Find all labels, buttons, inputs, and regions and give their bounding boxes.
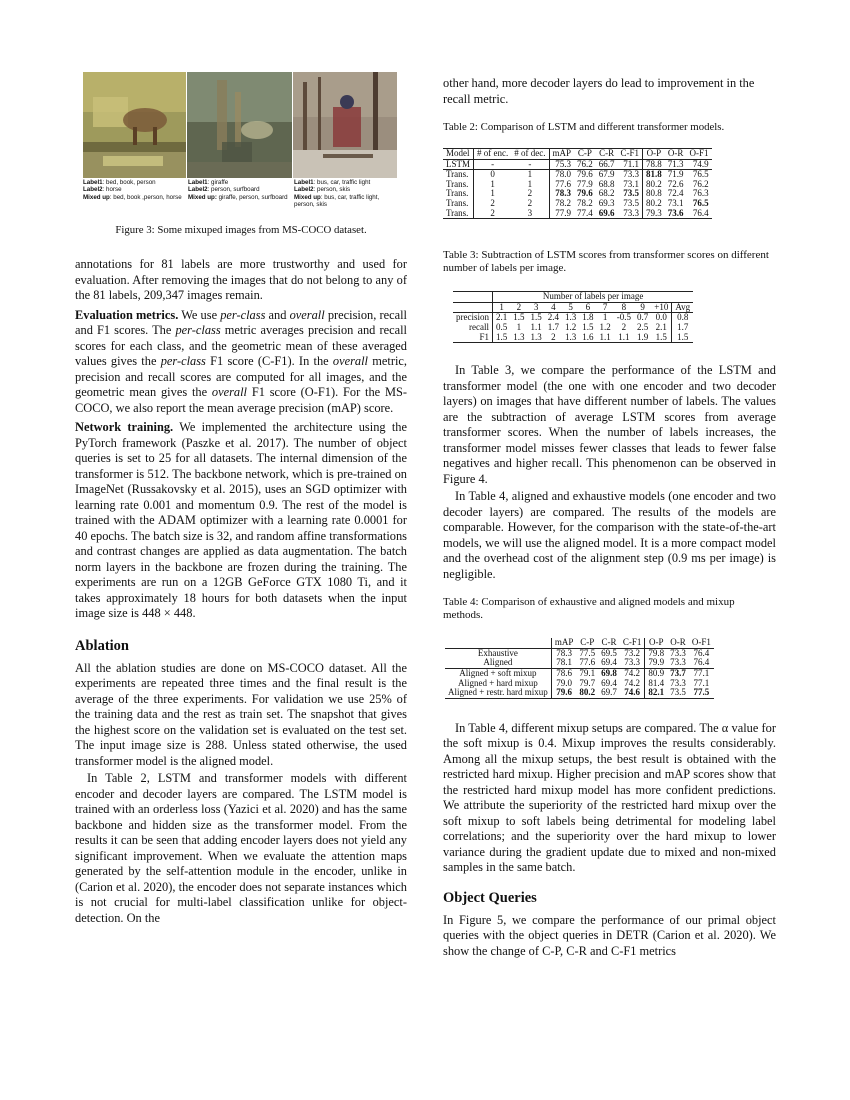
table-cell: 71.3	[667, 158, 684, 169]
table-cell: 77.5	[693, 687, 710, 698]
table-2-col-header: O-P	[643, 149, 665, 160]
table-cell: 77.4	[577, 207, 593, 218]
table-cell: 82.1	[645, 688, 667, 698]
table-row-label: precision	[456, 312, 489, 323]
paragraph-table3: In Table 3, we compare the performance of the LSTM and transformer model (the one with one encoder and two decoder layers) on images that have different number of labels. The values are the subtraction of average LSTM scores from average transformer scores. When the number of labels increases, the transformer model misses fewer classes that leads to fewer false negatives and higher recall. This phenomenon can be observed in Figure 4.	[443, 363, 776, 486]
table-cell: 79.6	[551, 688, 576, 698]
table-4-col-header: C-F1	[622, 637, 642, 648]
table-cell: 72.6	[667, 178, 684, 189]
right-column	[443, 76, 776, 959]
table-cell: 1.5	[582, 321, 594, 332]
table-cell: 77.9	[577, 178, 593, 189]
table-cell: 74.6	[624, 687, 640, 698]
table-cell: LSTM	[446, 158, 471, 169]
mixup-image-1	[83, 72, 186, 178]
table-3-caption: Table 3: Subtraction of LSTM scores from transformer scores on different number of labels per image.	[443, 249, 769, 275]
figure-3-caption: Figure 3: Some mixuped images from MS-COCO dataset.	[115, 224, 367, 236]
mixup-image-1-art	[83, 72, 186, 178]
table-cell: 79.3	[643, 209, 665, 219]
mixup-image-2-art	[187, 72, 292, 178]
left-column	[75, 72, 407, 926]
table-cell: 72.4	[667, 188, 684, 199]
table-cell: 75.3	[549, 159, 574, 170]
table-cell: 1.7	[547, 321, 559, 332]
table-cell: 1	[527, 169, 533, 180]
table-cell: 77.5	[579, 647, 596, 658]
table-2-col-header: C-F1	[620, 148, 640, 158]
table-cell: 79.6	[577, 169, 593, 180]
table-cell: 1.2	[599, 321, 611, 332]
table-cell: 2.4	[547, 312, 559, 323]
table-3-col-header: Avg	[672, 302, 693, 313]
table-2	[443, 148, 712, 219]
table-cell: 1.5	[493, 333, 511, 343]
table-2-header	[443, 149, 712, 160]
table-cell: 80.2	[643, 180, 665, 190]
table-cell: 3	[527, 207, 533, 218]
table-cell: -0.5	[616, 312, 631, 323]
table-cell: 2	[551, 331, 556, 342]
table-3-col-header: 7	[602, 301, 608, 312]
table-4-col-header: O-F1	[691, 637, 711, 648]
table-cell: 78.8	[643, 159, 665, 170]
table-cell: -	[474, 159, 512, 170]
table-cell: 0.0	[655, 312, 667, 323]
table-3-col-header: 6	[585, 301, 591, 312]
table-cell: 73.2	[624, 647, 640, 658]
table-cell: 73.3	[670, 677, 686, 688]
table-2-col-header: O-F1	[689, 148, 709, 158]
table-cell: 80.2	[579, 687, 596, 698]
table-cell: 80.8	[643, 189, 665, 199]
paragraph-ablation-1: All the ablation studies are done on MS-COCO dataset. All the experiments are repeated three times and the final result is the average of the three experiments. For validation we use 25% of the training data and the rest as train set. The snapshot that gives the highest score on the validation set is evaluated on the test set. The input image size is 288. Unless stated otherwise, the used transformer model is the aligned model.	[75, 660, 407, 768]
table-cell: 2	[474, 199, 512, 209]
paragraph-evaluation-metrics: Evaluation metrics. We use per-class and overall precision, recall and F1 scores. The per-class metric averages precision and recall scores for each class, and the geometric mean of these averaged values gives the per-class F1 score (C-F1). In the overall metric, precision and recall scores are computed for all images, and the geometric mean gives the overall F1 score (O-F1). For the MS-COCO, we also report the mean average precision (mAP) score.	[75, 307, 408, 415]
table-cell: 78.2	[577, 197, 593, 208]
table-3-header	[453, 302, 693, 313]
table-row-label: Aligned	[483, 657, 513, 668]
table-3-col-header: 2	[516, 301, 522, 312]
table-row-label: recall	[469, 321, 489, 332]
table-3-col-header: 1	[493, 302, 511, 313]
table-cell: 73.5	[623, 188, 640, 199]
mixup-label-3: Label1: bus, car, traffic light Label2: person, skis Mixed up: bus, car, traffic light, person, skis	[294, 179, 380, 208]
table-3-col-header: 9	[640, 301, 645, 312]
table-cell: 69.7	[601, 687, 617, 698]
table-cell: Trans.	[446, 169, 469, 180]
table-2-col-header: C-R	[599, 148, 615, 158]
table-row-label: Aligned + hard mixup	[457, 677, 538, 688]
table-3	[453, 291, 693, 343]
table-cell: 76.4	[693, 657, 710, 668]
table-cell: 67.9	[598, 169, 615, 180]
table-cell: -	[528, 158, 532, 169]
table-cell: 79.9	[645, 658, 667, 668]
table-row	[445, 668, 714, 678]
table-cell: 76.2	[577, 158, 593, 169]
table-cell: 69.8	[601, 667, 617, 678]
table-cell: 1.5	[655, 331, 667, 342]
table-cell: 74.2	[624, 667, 640, 678]
mixup-label-2: Label1: giraffe Label2: person, surfboard Mixed up: giraffe, person, surfboard	[188, 179, 288, 201]
table-4-col-header: O-P	[645, 638, 667, 648]
table-4-header	[445, 638, 714, 648]
table-cell: 68.8	[598, 178, 615, 189]
paragraph-annotations: annotations for 81 labels are more trustworthy and used for evaluation. After removing the images that do not belong to any of the 81 labels, 209,347 images remain.	[75, 257, 407, 302]
network-training-heading: Network training.	[75, 420, 174, 434]
table-cell: 77.1	[693, 667, 710, 678]
table-2-col-header: C-P	[577, 148, 592, 158]
table-cell: Trans.	[446, 197, 469, 208]
table-2-col-header: O-R	[667, 148, 684, 158]
table-cell: 0.8	[672, 313, 693, 323]
table-cell: 69.4	[601, 677, 617, 688]
paragraph-recall: other hand, more decoder layers do lead to improvement in the recall metric.	[443, 76, 755, 106]
table-cell: 1.3	[513, 331, 525, 342]
table-cell: 79.0	[551, 679, 576, 689]
table-row-label: F1	[479, 331, 489, 342]
table-2-col-header: Model	[446, 148, 470, 158]
table-cell: 73.3	[624, 657, 640, 668]
table-cell: 76.4	[693, 647, 710, 658]
table-cell: 77.9	[549, 209, 574, 219]
table-cell: 73.3	[623, 169, 640, 180]
table-3-col-header: 8	[621, 301, 627, 312]
table-row	[445, 688, 714, 698]
table-cell: 1.5	[672, 333, 693, 343]
table-4-caption: Table 4: Comparison of exhaustive and aligned models and mixup methods.	[443, 596, 735, 622]
table-cell: 74.9	[692, 158, 709, 169]
table-cell: 79.7	[579, 677, 596, 688]
table-cell: 73.1	[623, 178, 640, 189]
table-cell: 1.8	[582, 312, 594, 323]
table-cell: 78.2	[549, 199, 574, 209]
table-cell: 73.3	[670, 647, 686, 658]
table-cell: 1.5	[513, 312, 525, 323]
table-3-col-header: 5	[568, 301, 573, 312]
table-cell: 1	[516, 321, 522, 332]
table-row-label: Exhaustive	[477, 647, 518, 658]
paragraph-object-queries: In Figure 5, we compare the performance of our primal object queries with the object queries in DETR (Carion et al. 2020). We show the change of C-P, C-R and C-F1 metrics	[443, 912, 776, 958]
table-row-label: Aligned + restr. hard mixup	[448, 687, 548, 698]
table-cell: 76.5	[692, 169, 709, 180]
table-cell: 1.3	[530, 331, 542, 342]
table-cell: 1.6	[582, 331, 594, 342]
table-cell: 73.5	[623, 197, 640, 208]
table-cell: 73.1	[667, 197, 684, 208]
table-cell: 1.1	[618, 331, 630, 342]
table-2-caption: Table 2: Comparison of LSTM and different transformer models.	[443, 121, 725, 133]
table-cell: 1.2	[565, 321, 577, 332]
evaluation-metrics-heading: Evaluation metrics.	[75, 307, 179, 322]
table-2-col-header: # of dec.	[514, 148, 546, 158]
table-4-col-header: C-P	[580, 637, 595, 648]
table-cell: 73.3	[623, 207, 640, 218]
table-cell: 71.1	[623, 158, 640, 169]
table-4	[445, 638, 714, 699]
table-3-col-header: +10	[654, 301, 669, 312]
table-cell: 73.7	[670, 667, 686, 678]
table-3-col-header: 3	[533, 301, 539, 312]
table-cell: 1	[474, 180, 512, 190]
table-cell: 71.9	[667, 169, 684, 180]
table-cell: 78.1	[551, 658, 576, 668]
table-2-col-header: # of enc.	[474, 149, 512, 160]
mixup-image-3	[293, 72, 397, 178]
table-cell: 2.1	[493, 313, 511, 323]
ablation-heading: Ablation	[75, 637, 129, 654]
table-cell: 1.1	[530, 321, 542, 332]
table-cell: 1.1	[599, 331, 611, 342]
table-cell: 73.3	[670, 657, 686, 668]
table-cell: 79.1	[579, 667, 596, 678]
table-row	[443, 159, 712, 170]
table-cell: 2.1	[655, 321, 667, 332]
table-4-col-header: mAP	[551, 638, 576, 648]
table-3-group-header: Number of labels per image	[493, 292, 694, 303]
table-cell: 74.2	[624, 677, 640, 688]
table-cell: 1	[602, 312, 608, 323]
table-cell: 73.5	[670, 687, 686, 698]
table-cell: Trans.	[446, 188, 469, 199]
table-cell: 0	[474, 170, 512, 180]
table-cell: 78.3	[549, 189, 574, 199]
table-cell: 77.6	[579, 657, 596, 668]
table-2-col-header: mAP	[549, 149, 574, 160]
table-cell: 0.5	[493, 323, 511, 333]
paragraph-ablation-2: In Table 2, LSTM and transformer models with different encoder and decoder layers are compared. The LSTM model is trained with an orderless loss (Yazici et al. 2020) and has the same backbone and hidden size as the transformer model. From the results it can be seen that adding encoder layers does not yield any significant improvement. When we evaluate the attention maps generated by the self-attention module in the encoder, unlike in (Carion et al. 2020), the encoder does not separate instances which is not crucial for multi-label classification unlike for object-detection. On the	[75, 771, 407, 925]
object-queries-heading: Object Queries	[443, 889, 537, 906]
table-row-label: Aligned + soft mixup	[459, 667, 537, 678]
table-cell: 2	[474, 209, 512, 219]
table-cell: 76.4	[692, 207, 709, 218]
table-cell: 0.7	[637, 312, 649, 323]
table-cell: 76.5	[692, 197, 709, 208]
table-cell: 77.6	[549, 180, 574, 190]
table-cell: Trans.	[446, 178, 469, 189]
table-cell: 73.6	[667, 207, 684, 218]
table-cell: 68.2	[598, 188, 615, 199]
table-cell: 78.3	[551, 648, 576, 658]
table-cell: 69.4	[601, 657, 617, 668]
table-cell: 76.3	[692, 188, 709, 199]
table-cell: 1.3	[565, 331, 577, 342]
mixup-label-1: Label1: bed, book, person Label2: horse Mixed up: bed, book ,person, horse	[83, 179, 182, 201]
table-cell: 81.4	[645, 679, 667, 689]
table-cell: 1	[527, 178, 533, 189]
table-cell: 78.6	[551, 668, 576, 678]
table-cell: 2	[527, 197, 533, 208]
table-cell: 2.5	[637, 321, 649, 332]
table-3-col-header: 4	[551, 301, 556, 312]
table-cell: 69.3	[598, 197, 615, 208]
table-4-col-header: O-R	[670, 637, 686, 648]
table-cell: 77.1	[693, 677, 710, 688]
table-cell: 79.6	[577, 188, 593, 199]
table-cell: 1.9	[637, 331, 649, 342]
table-cell: 80.9	[645, 668, 667, 678]
paragraph-table4-aligned: In Table 4, aligned and exhaustive models (one encoder and two decoder layers) are compared. The results of the models are comparable. However, for the comparison with the state-of-the-art models, we will use the aligned model. It is a more compact model and the overhead cost of the alignment step (0.9 ms per image) is negligible.	[443, 489, 776, 581]
table-cell: 1	[474, 189, 512, 199]
table-cell: 79.8	[645, 648, 667, 658]
table-cell: 1.5	[530, 312, 542, 323]
mixup-image-3-art	[293, 72, 397, 178]
table-cell: 80.2	[643, 199, 665, 209]
table-row	[453, 333, 693, 343]
table-cell: 1.7	[672, 323, 693, 333]
mixup-image-2	[187, 72, 292, 178]
table-cell: 1.3	[565, 312, 577, 323]
table-row	[443, 209, 712, 219]
table-cell: 66.7	[598, 158, 615, 169]
table-cell: 69.5	[601, 647, 617, 658]
table-cell: 78.0	[549, 170, 574, 180]
table-cell: 81.8	[643, 170, 665, 180]
table-cell: 76.2	[692, 178, 709, 189]
paragraph-mixup: In Table 4, different mixup setups are compared. The α value for the soft mixup is 0.4. Mixup improves the results considerably. Among all the mixup setups, the best result is obtained with the restricted hard mixup. Higher precision and mAP scores show that the restricted hard mixup model has more confident predictions. We attribute the superiority of the restricted hard mixup over the soft mixup to soft labels being detrimental for modeling label correlations; and the superiority over the hard mixup to lower variance during the gradient update due to mixed and non-mixed samples in the same batch.	[443, 720, 776, 875]
table-cell: 2	[527, 188, 533, 199]
table-cell: 69.6	[598, 207, 615, 218]
table-cell: Trans.	[446, 207, 469, 218]
table-4-col-header: C-R	[601, 637, 617, 648]
table-cell: 2	[621, 321, 627, 332]
paragraph-network-training: Network training. We implemented the architecture using the PyTorch framework (Paszke et al. 2017). The number of object queries is set to 25 for all datasets. The internal dimension of the transformer is 512. The backbone network, which is pre-trained on ImageNet (Russakovsky et al. 2015), uses an SGD optimizer with learning rate 0.001 and momentum 0.9. The rest of the model is trained with the ADAM optimizer with a learning rate 0.0001 for 40 epochs. The batch size is 32, and random affine transformations and contrast changes are applied as data augmentation. The batch norm layers in the backbone are frozen during the training. The experiments are run on a 12GB GeForce GTX 1080 Ti, and it takes approximately 18 hours for both datasets when the input image size is 448 × 448.	[75, 420, 407, 620]
table-row	[445, 658, 714, 668]
figure-3	[75, 72, 407, 212]
